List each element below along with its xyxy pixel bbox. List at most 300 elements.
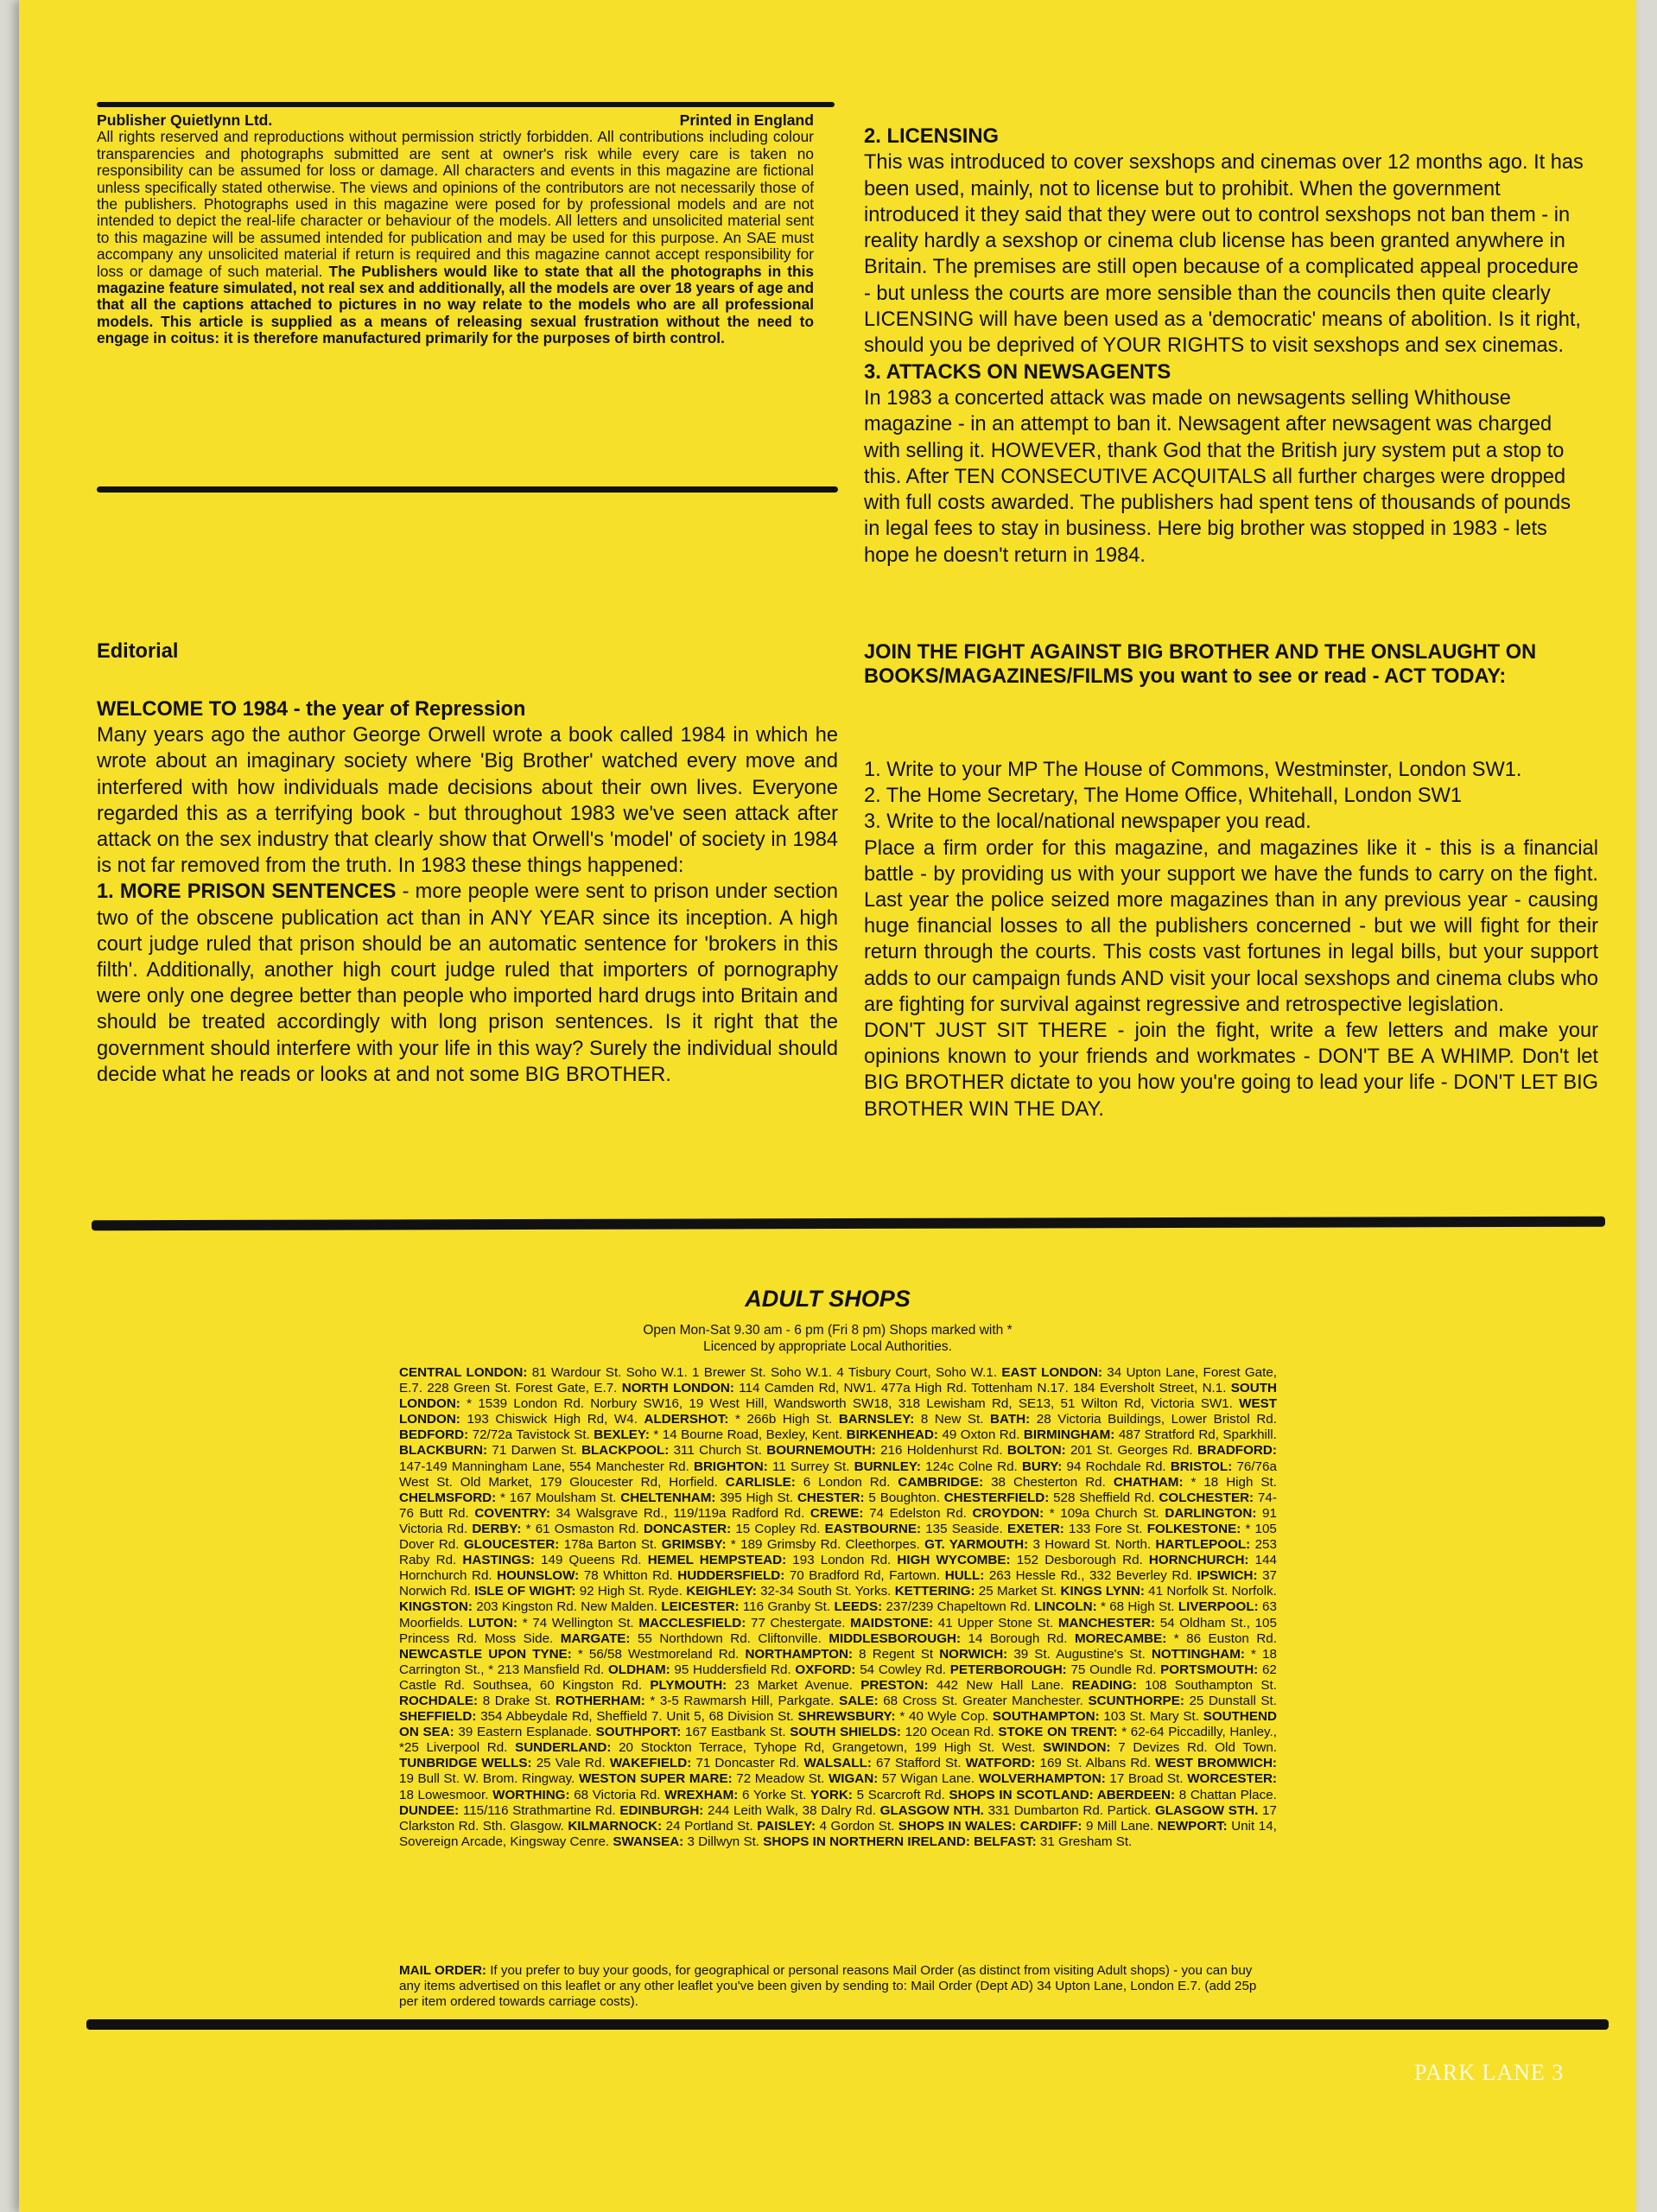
- point-1-text: - more people were sent to prison under section two of the obscene publication act than in ANY YEAR since its inception. A high court judge ruled that prison should be an automatic sentence for 'brokers in this filth'. Additionally, another high court judge ruled that importers of pornography were only one degree better than people who imported hard drugs into Britain and should be treated accordingly with long prison sentences. Is it right that the government should interfere with your life in this way? Surely the individual should decide what he reads or looks at and not some BIG BROTHER.: [97, 880, 839, 1086]
- shop-address: * 40 Wyle Cop.: [899, 1709, 989, 1725]
- shop-entry: [766, 1443, 1002, 1458]
- shop-place: EAST LONDON:: [1001, 1365, 1103, 1380]
- shop-entry: [763, 1834, 1132, 1849]
- shop-entry: [1007, 1443, 1193, 1458]
- shop-address: 244 Leith Walk, 38 Dalry Rd.: [708, 1802, 876, 1818]
- shop-place: SOUTH LONDON:: [399, 1381, 1277, 1412]
- shop-entry: [945, 1568, 1192, 1583]
- shop-place: LEEDS:: [834, 1599, 883, 1615]
- shop-place: NEWPORT:: [1157, 1818, 1228, 1834]
- shops-list: [399, 1365, 1277, 1850]
- shop-entry: [898, 1819, 1153, 1834]
- shop-place: BATH:: [990, 1412, 1031, 1427]
- shop-place: LIVERPOOL:: [1178, 1599, 1259, 1615]
- shop-place: HARTLEPOOL:: [1155, 1537, 1251, 1553]
- shop-place: LINCOLN:: [1034, 1599, 1097, 1615]
- shop-place: CHESTERFIELD:: [943, 1490, 1050, 1505]
- shop-place: HIGH WYCOMBE:: [897, 1553, 1011, 1568]
- shop-address: * 105 Dover Rd.: [399, 1521, 1277, 1553]
- shop-entry: [399, 1443, 577, 1458]
- shop-address: 72 Meadow St.: [736, 1771, 825, 1787]
- shop-place: DARLINGTON:: [1165, 1505, 1257, 1521]
- shop-address: 7 Devizes Rd. Old Town.: [1118, 1740, 1277, 1756]
- shop-place: SWINDON:: [1043, 1740, 1111, 1756]
- shop-entry: [581, 1443, 762, 1458]
- shop-address: 74 Edelston Rd.: [869, 1505, 967, 1521]
- shop-address: 311 Church St.: [673, 1443, 762, 1459]
- shop-place: SHOPS IN SCOTLAND: ABERDEEN:: [949, 1787, 1176, 1802]
- shop-entry: [1007, 1522, 1142, 1536]
- shop-entry: [468, 1616, 634, 1630]
- shop-place: KILMARNOCK:: [568, 1818, 663, 1834]
- shop-place: NOTTINGHAM:: [1151, 1646, 1245, 1662]
- shop-place: WATFORD:: [965, 1756, 1036, 1771]
- shop-place: CHELTENHAM:: [620, 1490, 716, 1505]
- shop-place: KINGSTON:: [399, 1599, 473, 1615]
- shop-entry: [880, 1803, 1152, 1818]
- shop-place: BOLTON:: [1006, 1443, 1066, 1459]
- shop-entry: [949, 1788, 1277, 1802]
- licensing-text: This was introduced to cover sexshops and cinemas over 12 months ago. It has been used, mainly, not to license but to prohibit. When the government introduced it they said that they were out to control sexshops not ban them - in reality hardly a sexshop or cinema club license has been granted anywhere in Britain. The premises are still open because of a complicated appeal procedure - but unless the courts are more sensible than the councils then quite clearly LICENSING will have been used as a 'democratic' means of abolition. Is it right, should you be deprived of YOUR RIGHTS to visit sexshops and sex cinemas.: [864, 151, 1584, 358]
- shop-address: 70 Bradford Rd, Fartown.: [789, 1568, 941, 1584]
- shop-place: WESTON SUPER MARE:: [578, 1771, 733, 1787]
- shop-entry: [854, 1459, 1018, 1474]
- shop-address: 81 Wardour St. Soho W.1. 1 Brewer St. Soho W.1. 4 Tisbury Court, Soho W.1.: [531, 1365, 998, 1380]
- shop-entry: [1061, 1584, 1277, 1599]
- shop-place: BRADFORD:: [1197, 1443, 1277, 1459]
- shop-place: EDINBURGH:: [619, 1802, 704, 1818]
- shop-place: SHOPS IN NORTHERN IRELAND: BELFAST:: [763, 1834, 1037, 1849]
- shop-address: 133 Fore St.: [1069, 1521, 1143, 1536]
- shop-address: 201 St. Georges Rd.: [1070, 1443, 1193, 1459]
- shop-address: 152 Desborough Rd.: [1016, 1553, 1143, 1568]
- shop-place: PAISLEY:: [757, 1818, 816, 1834]
- shop-address: * 266b High St.: [734, 1412, 833, 1427]
- printed-in: Printed in England: [679, 111, 814, 129]
- shop-address: 71 Darwen St.: [492, 1443, 577, 1459]
- shop-place: KINGS LYNN:: [1060, 1584, 1145, 1599]
- shop-place: BRISTOL:: [1170, 1459, 1233, 1474]
- shop-place: WOLVERHAMPTON:: [978, 1771, 1106, 1787]
- join-heading: JOIN THE FIGHT AGAINST BIG BROTHER AND THE ONSLAUGHT ON BOOKS/MAGAZINES/FILMS you want to see or read - ACT TODAY:: [864, 641, 1537, 688]
- shop-entry: [839, 1694, 1083, 1708]
- shop-entry: [1022, 1459, 1166, 1474]
- join-closing: DON'T JUST SIT THERE - join the fight, write a few letters and make your opinions known to your friends and workmates - DON'T BE A WHIMP. Don't let BIG BROTHER dictate to you how you're going to lead your life - DON'T LET BIG BROTHER WIN THE DAY.: [864, 1020, 1598, 1121]
- shop-entry: [594, 1427, 842, 1442]
- shop-entry: [472, 1522, 638, 1536]
- shop-place: FOLKESTONE:: [1146, 1521, 1241, 1536]
- shop-address: 3 Howard St. North.: [1032, 1537, 1152, 1553]
- shop-place: BRIGHTON:: [694, 1459, 768, 1474]
- shop-address: 149 Queens Rd.: [541, 1553, 642, 1568]
- shop-place: COVENTRY:: [474, 1505, 551, 1521]
- shop-entry: [757, 1819, 894, 1834]
- shop-address: 54 Cowley Rd.: [860, 1662, 946, 1677]
- shop-address: 203 Kingston Rd. New Malden.: [476, 1599, 657, 1615]
- shop-address: 17 Broad St.: [1109, 1771, 1184, 1787]
- shop-entry: [561, 1631, 822, 1646]
- shop-entry: [579, 1771, 824, 1786]
- shop-address: * 167 Moulsham St.: [500, 1490, 617, 1505]
- shop-address: 15 Copley Rd.: [735, 1521, 821, 1536]
- shop-entry: [596, 1725, 786, 1739]
- shop-address: 32-34 South St. Yorks.: [760, 1584, 892, 1599]
- shop-address: 8 Regent St: [859, 1646, 934, 1662]
- shop-address: 25 Dunstall St.: [1189, 1693, 1277, 1708]
- shop-address: 169 St. Albans Rd.: [1039, 1756, 1151, 1771]
- shop-entry: [399, 1694, 550, 1708]
- shop-entry: [973, 1506, 1159, 1521]
- magazine-page: [19, 0, 1636, 2212]
- shop-place: COLCHESTER:: [1159, 1490, 1254, 1505]
- shop-entry: [644, 1412, 833, 1427]
- shop-place: NORTH LONDON:: [621, 1381, 734, 1396]
- shop-entry: [797, 1491, 940, 1505]
- shop-entry: [828, 1631, 1067, 1646]
- shop-address: * 109a Church St.: [1049, 1505, 1159, 1521]
- shop-address: * 86 Euston Rd.: [1173, 1630, 1277, 1646]
- shop-place: BOURNEMOUTH:: [766, 1443, 876, 1459]
- shop-entry: [638, 1616, 845, 1630]
- shop-address: 94 Rochdale Rd.: [1066, 1459, 1166, 1474]
- shop-entry: [619, 1803, 876, 1818]
- shop-address: 193 Chiswick High Rd, W4.: [467, 1412, 638, 1427]
- shop-entry: [644, 1522, 821, 1536]
- shop-entry: [492, 1788, 660, 1802]
- shop-entry: [944, 1491, 1155, 1505]
- shop-entry: [664, 1788, 806, 1802]
- mail-order-label: MAIL ORDER:: [399, 1963, 486, 1978]
- shop-address: 14 Borough Rd.: [968, 1630, 1068, 1646]
- shop-place: SHEFFIELD:: [399, 1709, 477, 1725]
- shop-place: HEMEL HEMPSTEAD:: [647, 1553, 787, 1568]
- shop-entry: [979, 1771, 1184, 1786]
- publisher-notice: [97, 112, 814, 347]
- shop-address: 3 Dillwyn St.: [687, 1834, 760, 1849]
- publisher-body: All rights reserved and reproductions without permission strictly forbidden. All contributions including colour transparencies and photographs submitted are sent at owner's risk while every care is taken no responsibility can be assumed for loss or damage. All characters and events in this magazine are fictional unless specifically stated otherwise. The views and opinions of the contributors are not necessarily those of the publishers. Photographs used in this magazine were posed for by professional models and are not intended to depict the real-life character or behaviour of the models. All letters and unsolicited material sent to this magazine will be assumed intended for publication and may be used for this purpose. An SAE must accompany any unsolicited material if return is required and this magazine cannot accept responsibility for loss or damage of such material.: [97, 128, 814, 280]
- shop-place: PETERBOROUGH:: [949, 1662, 1067, 1677]
- shop-place: ISLE OF WIGHT:: [474, 1584, 576, 1599]
- join-body: [864, 757, 1598, 1122]
- shop-entry: [798, 1709, 989, 1724]
- shop-address: * 61 Osmaston Rd.: [525, 1521, 639, 1536]
- shop-address: * 56/58 Westmoreland Rd.: [577, 1646, 740, 1662]
- shop-place: MACCLESFIELD:: [638, 1615, 746, 1630]
- shop-place: BURNLEY:: [854, 1459, 921, 1474]
- shop-address: 23 Market Avenue.: [734, 1677, 854, 1693]
- shop-address: 20 Stockton Terrace, Tyhope Rd, Grangetown, 199 High St. West.: [619, 1740, 1036, 1756]
- shop-place: SUNDERLAND:: [515, 1740, 612, 1756]
- shop-address: * 189 Grimsby Rd. Cleethorpes.: [730, 1537, 920, 1553]
- shop-entry: [464, 1537, 657, 1552]
- shop-address: 17 Clarkston Rd. Sth. Glasgow.: [399, 1802, 1277, 1834]
- shop-place: WALSALL:: [803, 1756, 872, 1771]
- shop-place: WORTHING:: [492, 1787, 570, 1802]
- shop-place: BURY:: [1021, 1459, 1063, 1474]
- shop-entry: [686, 1584, 891, 1599]
- shop-entry: [662, 1537, 920, 1552]
- shop-address: 91 Victoria Rd.: [399, 1505, 1277, 1536]
- shop-entry: [462, 1553, 641, 1567]
- shop-place: BLACKPOOL:: [581, 1443, 670, 1459]
- shop-entry: [1089, 1694, 1277, 1708]
- shop-entry: [990, 1412, 1277, 1427]
- shop-place: BIRKENHEAD:: [846, 1427, 938, 1443]
- shop-address: 237/239 Chapeltown Rd.: [886, 1599, 1031, 1615]
- shop-place: HULL:: [944, 1568, 985, 1584]
- shop-place: LUTON:: [467, 1615, 518, 1630]
- shop-address: 38 Chesterton Rd.: [991, 1474, 1106, 1490]
- shop-entry: [399, 1709, 794, 1724]
- shop-place: TUNBRIDGE WELLS:: [399, 1756, 532, 1771]
- shop-place: GLASGOW NTH.: [879, 1802, 984, 1818]
- shop-entry: [694, 1459, 849, 1474]
- action-item: 3. Write to the local/national newspaper you read.: [864, 810, 1311, 834]
- shop-entry: [810, 1788, 945, 1802]
- shop-place: SALE:: [839, 1693, 879, 1708]
- shop-entry: [1072, 1678, 1277, 1693]
- rule-full-2: [86, 2019, 1609, 2030]
- shop-place: CHATHAM:: [1113, 1474, 1184, 1490]
- shop-entry: [745, 1647, 933, 1662]
- shop-entry: [399, 1491, 616, 1505]
- shop-address: 74-76 Butt Rd.: [399, 1490, 1277, 1521]
- shop-entry: [790, 1725, 994, 1739]
- shop-address: 41 Upper Stone St.: [937, 1615, 1054, 1630]
- shop-place: DONCASTER:: [643, 1521, 732, 1536]
- shop-address: 8 New St.: [920, 1412, 984, 1427]
- shop-entry: [610, 1756, 800, 1770]
- shop-place: SCUNTHORPE:: [1088, 1693, 1184, 1708]
- shop-address: 354 Abbeydale Rd, Sheffield 7. Unit 5, 68 Division St.: [480, 1709, 794, 1725]
- shop-entry: [497, 1568, 673, 1583]
- shop-address: 19 Bull St. W. Brom. Ringway.: [399, 1771, 575, 1787]
- shop-entry: [399, 1803, 616, 1818]
- shop-entry: [474, 1584, 682, 1599]
- shop-entry: [898, 1475, 1105, 1490]
- shop-entry: [556, 1694, 834, 1708]
- shop-address: 34 Upton Lane, Forest Gate, E.7. 228 Green St. Forest Gate, E.7.: [399, 1365, 1277, 1396]
- shop-entry: [474, 1506, 804, 1521]
- shop-address: 68 Victoria Rd.: [574, 1787, 661, 1802]
- shop-place: WIGAN:: [828, 1771, 879, 1787]
- shop-entry: [650, 1678, 853, 1693]
- shop-entry: [847, 1427, 1020, 1442]
- shop-place: GLOUCESTER:: [463, 1537, 560, 1553]
- shop-place: WEST BROMWICH:: [1155, 1756, 1277, 1771]
- folio: PARK LANE 3: [1414, 2060, 1565, 2085]
- publisher-header: [97, 112, 814, 129]
- shop-place: HOUNSLOW:: [497, 1568, 580, 1584]
- shop-place: DUNDEE:: [399, 1802, 460, 1818]
- shop-address: 395 High St.: [720, 1490, 794, 1505]
- shop-address: 528 Sheffield Rd.: [1053, 1490, 1155, 1505]
- shop-place: ROCHDALE:: [399, 1693, 479, 1708]
- shop-address: 331 Dumbarton Rd. Partick.: [987, 1802, 1152, 1818]
- shop-address: 6 Yorke St.: [742, 1787, 807, 1802]
- shop-entry: [726, 1475, 891, 1490]
- licensing-heading: 2. LICENSING: [864, 124, 1000, 148]
- right-column-top: [864, 124, 1590, 569]
- editorial-point-1: [97, 879, 838, 1088]
- shop-place: BEXLEY:: [594, 1427, 650, 1443]
- shop-place: OLDHAM:: [607, 1662, 670, 1677]
- shop-place: SOUTH SHIELDS:: [790, 1725, 901, 1740]
- rule-full-1: [92, 1217, 1605, 1231]
- shop-address: 72/72a Tavistock St.: [472, 1427, 590, 1443]
- shops-subtitle-line: Licenced by appropriate Local Authorities.: [703, 1339, 952, 1354]
- shop-place: PLYMOUTH:: [650, 1677, 727, 1693]
- shop-entry: [810, 1506, 967, 1521]
- shop-entry: [966, 1756, 1151, 1770]
- shop-entry: [661, 1599, 830, 1614]
- shop-place: KEIGHLEY:: [686, 1584, 757, 1599]
- shop-place: PRESTON:: [860, 1677, 929, 1693]
- shop-address: 442 New Hall Lane.: [936, 1677, 1064, 1693]
- shop-address: 178a Barton St.: [563, 1537, 657, 1553]
- shop-address: * 68 High St.: [1101, 1599, 1175, 1615]
- shop-address: 92 High St. Ryde.: [579, 1584, 682, 1599]
- shop-address: 49 Oxton Rd.: [942, 1427, 1020, 1443]
- shop-place: CREWE:: [809, 1505, 864, 1521]
- shop-address: 144 Hornchurch Rd.: [399, 1553, 1277, 1584]
- editorial-heading: WELCOME TO 1984 - the year of Repression: [97, 698, 526, 721]
- shops-subtitle-line: Open Mon-Sat 9.30 am - 6 pm (Fri 8 pm) Shops marked with *: [643, 1323, 1013, 1338]
- shop-address: 5 Boughton.: [868, 1490, 940, 1505]
- shop-place: SOUTHPORT:: [595, 1725, 682, 1740]
- newsagents-heading: 3. ATTACKS ON NEWSAGENTS: [864, 359, 1171, 384]
- shop-entry: [613, 1834, 759, 1849]
- shop-place: GT. YARMOUTH:: [924, 1537, 1029, 1553]
- shop-entry: [568, 1819, 752, 1834]
- shop-place: EXETER:: [1007, 1521, 1064, 1536]
- shop-entry: [399, 1599, 657, 1614]
- shop-entry: [924, 1537, 1151, 1552]
- shop-place: CHELMSFORD:: [399, 1490, 497, 1505]
- shop-address: 8 Chattan Place.: [1178, 1787, 1277, 1802]
- shop-place: WORCESTER:: [1187, 1771, 1277, 1787]
- shop-address: * 3-5 Rawmarsh Hill, Parkgate.: [650, 1693, 835, 1708]
- shop-place: MAIDSTONE:: [850, 1615, 934, 1630]
- shop-place: CARLISLE:: [725, 1474, 796, 1490]
- shop-place: IPSWICH:: [1197, 1568, 1258, 1584]
- shop-address: * 18 Carrington St., * 213 Mansfield Rd.: [399, 1646, 1277, 1677]
- shop-place: YORK:: [810, 1787, 853, 1802]
- rule-top-left: [97, 102, 835, 107]
- shop-address: 68 Cross St. Greater Manchester.: [883, 1693, 1083, 1708]
- shop-address: 67 Stafford St.: [876, 1756, 962, 1771]
- shop-address: * 1539 London Rd. Norbury SW16, 19 West Hill, Wandsworth SW18, 318 Lewisham Rd, SE13, 51 Wilton Rd, Victoria SW1.: [467, 1396, 1233, 1412]
- shop-place: OXFORD:: [795, 1662, 856, 1677]
- shop-entry: [897, 1553, 1142, 1567]
- shop-entry: [608, 1662, 791, 1677]
- action-item: 1. Write to your MP The House of Commons, Westminster, London SW1.: [864, 759, 1522, 781]
- shop-place: STOKE ON TRENT:: [998, 1725, 1118, 1740]
- shop-place: MORECAMBE:: [1074, 1630, 1167, 1646]
- shop-entry: [950, 1662, 1157, 1677]
- editorial-label: Editorial: [97, 640, 179, 663]
- publisher-name: Publisher Quietlynn Ltd.: [97, 111, 273, 129]
- shop-place: BIRMINGHAM:: [1023, 1427, 1115, 1443]
- editorial-body: [97, 696, 838, 1088]
- shop-entry: [850, 1616, 1053, 1630]
- shop-place: NORWICH:: [939, 1646, 1008, 1662]
- shop-place: GRIMSBY:: [661, 1537, 727, 1553]
- shop-address: 57 Wigan Lane.: [881, 1771, 975, 1787]
- shop-entry: [895, 1584, 1057, 1599]
- shop-entry: [515, 1740, 1035, 1755]
- shop-address: 5 Scarcroft Rd.: [856, 1787, 945, 1802]
- shop-place: EASTBOURNE:: [824, 1521, 922, 1536]
- shop-place: DERBY:: [472, 1521, 522, 1536]
- shop-address: 9 Mill Lane.: [1085, 1818, 1154, 1834]
- shop-address: 167 Eastbank St.: [685, 1725, 786, 1740]
- shop-address: 62 Castle Rd. Southsea, 60 Kingston Rd.: [399, 1662, 1277, 1693]
- mail-order: [399, 1963, 1277, 2010]
- shop-address: 39 Eastern Esplanade.: [458, 1725, 592, 1740]
- shop-entry: [939, 1647, 1146, 1662]
- shop-place: SOUTHEND ON SEA:: [399, 1709, 1277, 1740]
- point-1-heading: 1. MORE PRISON SENTENCES: [97, 880, 397, 904]
- action-item: 2. The Home Secretary, The Home Office, Whitehall, London SW1: [864, 785, 1462, 808]
- shop-place: HASTINGS:: [462, 1553, 535, 1568]
- shop-place: SHOPS IN WALES: CARDIFF:: [898, 1818, 1082, 1834]
- shop-entry: [1024, 1427, 1277, 1442]
- shop-place: KETTERING:: [894, 1584, 975, 1599]
- shop-entry: [399, 1756, 606, 1770]
- shop-address: 193 London Rd.: [792, 1553, 892, 1568]
- shop-address: 25 Vale Rd.: [536, 1756, 606, 1771]
- shop-address: 55 Northdown Rd. Cliftonville.: [637, 1630, 822, 1646]
- shop-place: ROTHERHAM:: [556, 1693, 645, 1708]
- shop-place: SWANSEA:: [613, 1834, 684, 1849]
- shop-address: 253 Raby Rd.: [399, 1537, 1277, 1568]
- shop-place: ALDERSHOT:: [644, 1412, 729, 1427]
- shop-address: 95 Huddersfield Rd.: [674, 1662, 791, 1677]
- shop-entry: [648, 1553, 892, 1567]
- newsagents-text: In 1983 a concerted attack was made on newsagents selling Whithouse magazine - in an attempt to ban it. Newsagent after newsagent was charged with selling it. HOWEVER, thank God that the British jury system put a stop to this. After TEN CONSECUTIVE ACQUITALS all further charges were dropped with full costs awarded. The publishers had spent tens of thousands of pounds in legal fees to stay in business. Here big brother was stopped in 1983 - lets hope he doesn't return in 1984.: [864, 386, 1571, 567]
- shop-address: 37 Norwich Rd.: [399, 1568, 1277, 1599]
- shop-address: 6 London Rd.: [803, 1474, 891, 1490]
- shop-address: 78 Whitton Rd.: [583, 1568, 673, 1584]
- shop-entry: [1043, 1740, 1277, 1755]
- shop-address: 116 Granby St.: [742, 1599, 831, 1615]
- shop-address: 28 Victoria Buildings, Lower Bristol Rd.: [1036, 1412, 1277, 1427]
- shop-address: * 74 Wellington St.: [522, 1615, 634, 1630]
- shop-place: CROYDON:: [972, 1505, 1044, 1521]
- shop-address: 4 Gordon St.: [819, 1818, 895, 1834]
- shop-address: 25 Market St.: [978, 1584, 1057, 1599]
- shop-place: BEDFORD:: [399, 1427, 469, 1443]
- shop-place: CHESTER:: [797, 1490, 865, 1505]
- shop-entry: [399, 1365, 997, 1380]
- editorial-intro: Many years ago the author George Orwell wrote a book called 1984 in which he wrote about an imaginary society where 'Big Brother' watched every move and interfered with how individuals made decisions about their own lives. Everyone regarded this as a terrifying book - but throughout 1983 we've seen attack after attack on the sex industry that clearly show that Orwell's 'model' of society in 1984 is not far removed from the truth. In 1983 these things happened:: [97, 724, 838, 878]
- shop-place: MIDDLESBOROUGH:: [828, 1630, 962, 1646]
- shop-entry: [860, 1678, 1063, 1693]
- shop-address: 54 Oldham St., 105 Princess Rd. Moss Side.: [399, 1615, 1277, 1646]
- shop-entry: [622, 1381, 1227, 1395]
- publisher-statement: The Publishers would like to state that all the photographs in this magazine feature simulated, not real sex and additionally, all the models are over 18 years of age and that all the captions attached to pictures in no way relate to the models who are all professional models. This article is supplied as a means of releasing sexual frustration without the need to engage in coitus: it is therefore manufactured primarily for the purposes of birth control.: [97, 262, 814, 347]
- shop-address: 75 Oundle Rd.: [1070, 1662, 1157, 1677]
- shop-address: 263 Hessle Rd., 332 Beverley Rd.: [988, 1568, 1193, 1584]
- shop-place: MARGATE:: [560, 1630, 631, 1646]
- shops-subtitle: [19, 1322, 1636, 1355]
- shop-address: * 62-64 Piccadilly, Hanley., *25 Liverpool Rd.: [399, 1725, 1277, 1756]
- shop-place: WEST LONDON:: [399, 1396, 1277, 1427]
- shop-place: SOUTHAMPTON:: [992, 1709, 1100, 1725]
- shop-entry: [399, 1647, 739, 1662]
- shop-address: Unit 14, Sovereign Arcade, Kingsway Cenre.: [399, 1818, 1277, 1849]
